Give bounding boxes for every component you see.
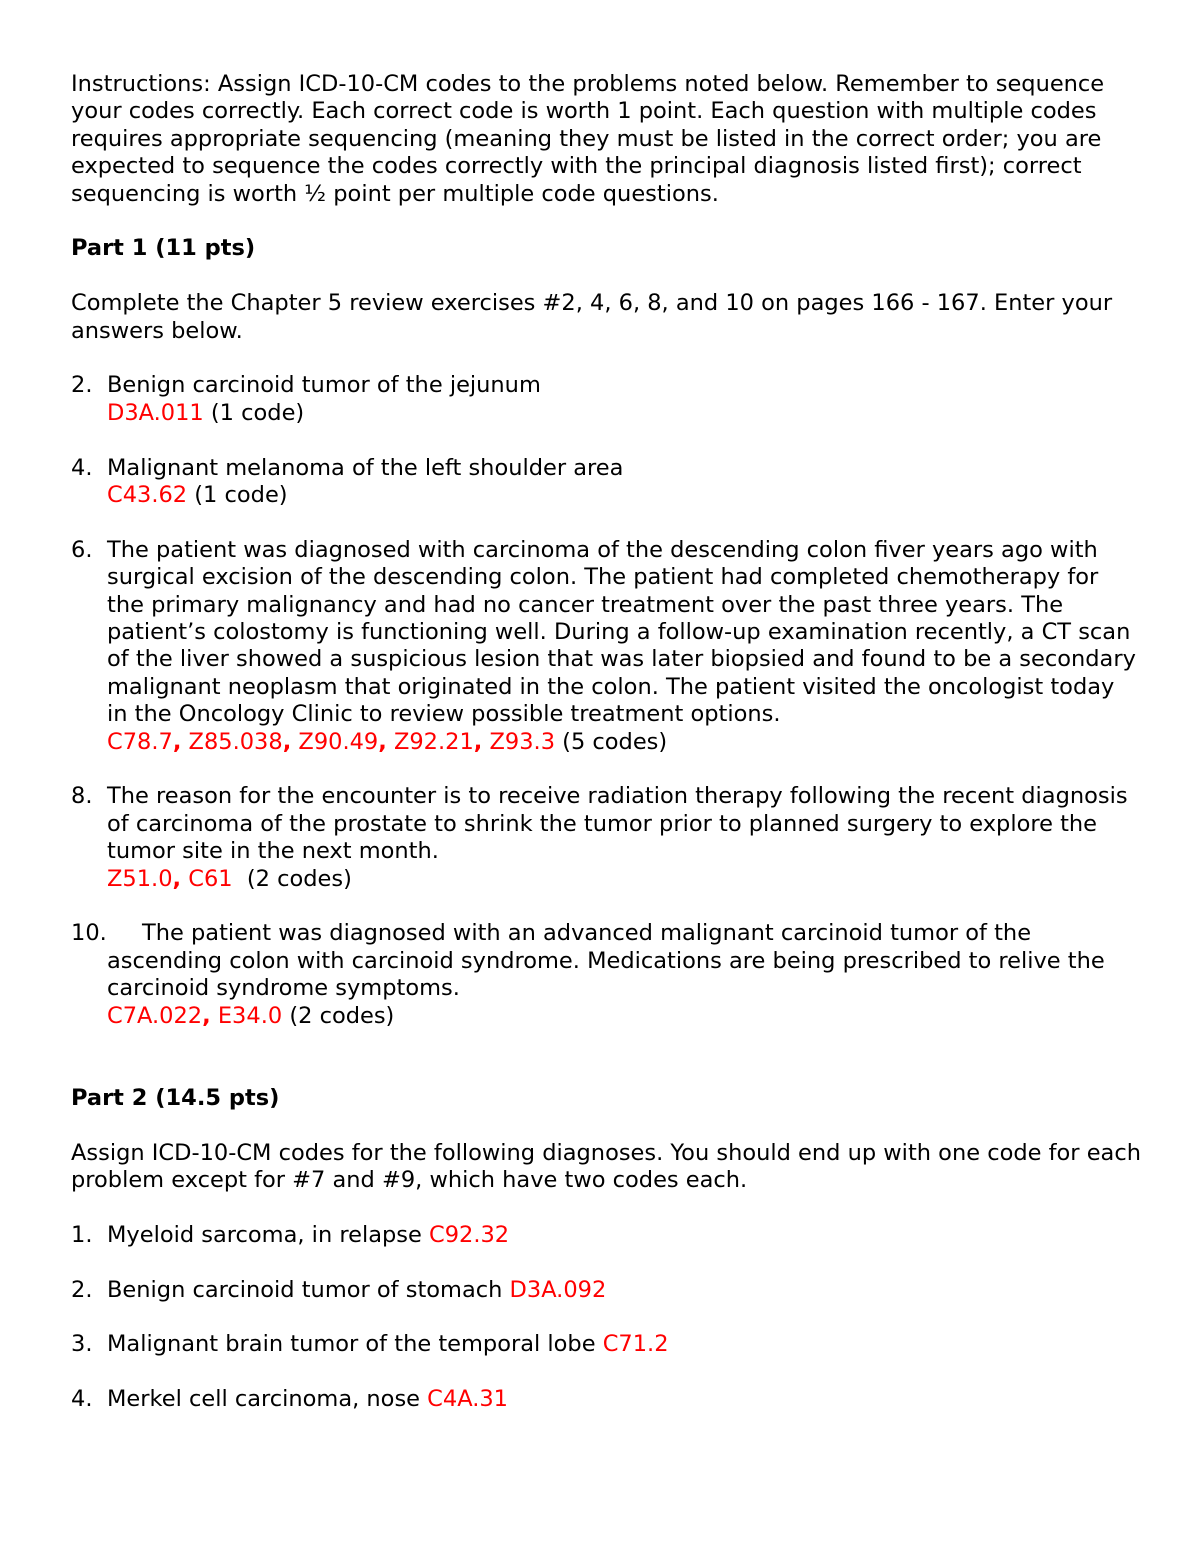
code-count: (2 codes) xyxy=(232,865,352,892)
spacer xyxy=(71,1058,1141,1085)
code-separator: , xyxy=(172,865,182,892)
question-text: Benign carcinoid tumor of the jejunum xyxy=(107,372,541,399)
code-separator: , xyxy=(172,728,182,755)
question-number: 6. xyxy=(71,536,93,563)
answer-code: D3A.092 xyxy=(509,1276,607,1303)
part2-item-4 xyxy=(71,1386,1141,1413)
answer-code: C92.32 xyxy=(429,1221,510,1248)
code-separator: , xyxy=(202,1002,211,1029)
part2-item-2 xyxy=(71,1277,1141,1304)
answer-code: Z90.49 xyxy=(298,728,379,755)
question-text: The reason for the encounter is to receive radiation therapy following the recent diagnosis of carcinoma of the prostate to shrink the tumor prior to planned surgery to explore the tumor site in the next month. xyxy=(107,783,1128,865)
part2-heading: Part 2 (14.5 pts) xyxy=(71,1084,280,1111)
question-text: Malignant melanoma of the left shoulder area xyxy=(107,454,624,481)
question-number: 2. xyxy=(71,372,93,399)
answer-line xyxy=(107,482,1141,509)
part1-question-8 xyxy=(71,783,1141,893)
part1-question-6 xyxy=(71,537,1141,756)
question-number: 10. xyxy=(71,920,107,947)
code-separator: , xyxy=(378,728,387,755)
part2-intro: Assign ICD-10-CM codes for the following diagnoses. You should end up with one code for each problem except for #7 and #9, which have two codes each. xyxy=(71,1139,1141,1194)
part1-question-2 xyxy=(71,372,1141,427)
question-number: 4. xyxy=(71,454,93,481)
answer-code: Z51.0 xyxy=(107,865,173,892)
item-number: 1. xyxy=(71,1221,93,1248)
code-count: (2 codes) xyxy=(282,1002,395,1029)
answer-line xyxy=(107,866,1141,893)
question-text: The patient was diagnosed with an advanced malignant carcinoid tumor of the ascending colon with carcinoid syndrome. Medications are being prescribed to relive the carcinoid syndrome symptoms. xyxy=(107,920,1105,1002)
answer-code: C71.2 xyxy=(602,1331,669,1358)
code-count: (5 codes) xyxy=(555,728,668,755)
part2-item-1 xyxy=(71,1222,1141,1249)
item-number: 4. xyxy=(71,1386,93,1413)
answer-code: Z85.038 xyxy=(188,728,283,755)
answer-code: Z92.21 xyxy=(393,728,474,755)
part2-item-3 xyxy=(71,1331,1141,1358)
part1-question-10 xyxy=(71,920,1141,1030)
part1-question-4 xyxy=(71,455,1141,510)
answer-line xyxy=(107,1003,394,1029)
answer-code: C7A.022 xyxy=(107,1002,203,1029)
item-text: Merkel cell carcinoma, nose xyxy=(107,1386,428,1413)
answer-code: E34.0 xyxy=(217,1002,283,1029)
item-text: Benign carcinoid tumor of stomach xyxy=(107,1276,510,1303)
code-count: (1 code) xyxy=(187,482,288,509)
item-number: 3. xyxy=(71,1331,93,1358)
item-text: Malignant brain tumor of the temporal lobe xyxy=(107,1331,603,1358)
part1-intro: Complete the Chapter 5 review exercises #2, 4, 6, 8, and 10 on pages 166 - 167. Enter your answers below. xyxy=(71,290,1113,344)
answer-code: C78.7 xyxy=(107,728,173,755)
answer-code: C4A.31 xyxy=(427,1386,508,1413)
code-separator: , xyxy=(473,728,483,755)
answer-line xyxy=(107,400,1141,427)
answer-code: C61 xyxy=(188,865,233,892)
item-text: Myeloid sarcoma, in relapse xyxy=(107,1221,429,1248)
question-text: The patient was diagnosed with carcinoma of the descending colon fiver years ago with surgical excision of the descending colon. The patient had completed chemotherapy for the primary malignancy and had no cancer treatment over the past three years. The patient’s colostomy is functioning well. During a follow-up examination recently, a CT scan of the liver showed a suspicious lesion that was later biopsied and found to be a secondary malignant neoplasm that originated in the colon. The patient visited the oncologist today in the Oncology Clinic to review possible treatment options. xyxy=(107,536,1136,728)
instructions-paragraph: Instructions: Assign ICD-10-CM codes to the problems noted below. Remember to sequence your codes correctly. Each correct code is worth 1 point. Each question with multiple codes requires appropriate sequencing (meaning they must be listed in the correct order; you are expected to sequence the codes correctly with the principal diagnosis listed first); correct sequencing is worth ½ point per multiple code questions. xyxy=(71,71,1105,207)
code-separator: , xyxy=(282,728,292,755)
answer-line xyxy=(107,729,1141,756)
item-number: 2. xyxy=(71,1276,93,1303)
part1-heading: Part 1 (11 pts) xyxy=(71,235,256,262)
answer-code: Z93.3 xyxy=(489,728,556,755)
answer-code: C43.62 xyxy=(107,482,188,509)
answer-code: D3A.011 xyxy=(107,399,204,426)
code-count: (1 code) xyxy=(203,399,305,426)
document-page xyxy=(71,71,1141,1441)
question-number: 8. xyxy=(71,783,93,810)
